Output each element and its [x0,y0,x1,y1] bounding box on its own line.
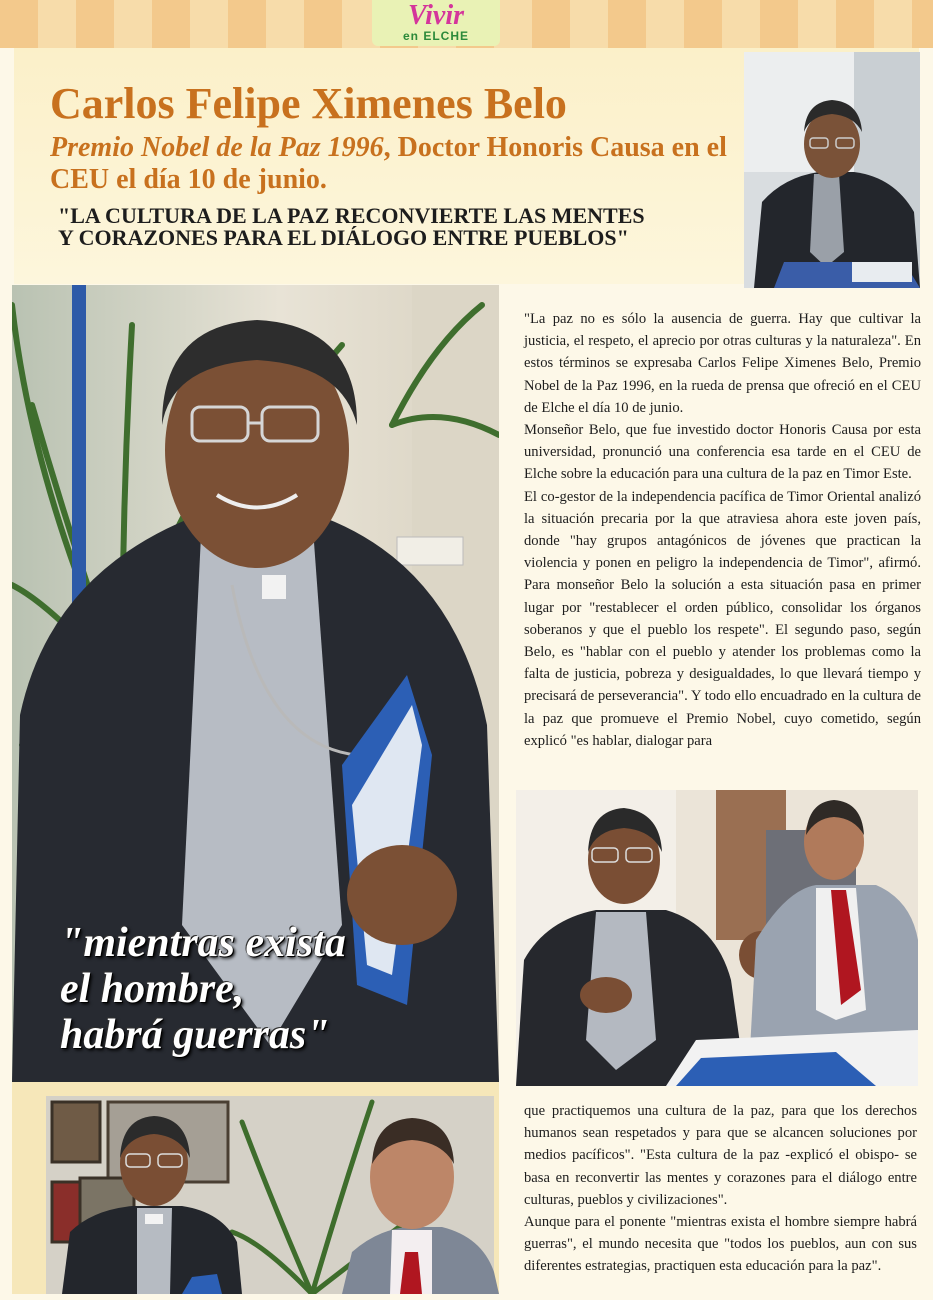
paragraph-4: que practiquemos una cultura de la paz, para que los derechos humanos sean respetados y para que se alcancen soluciones por medios pacíficos". "Esta cultura de la paz -explicó el obispo- se basa en reconvertir las mentes y corazones para el diálogo entre culturas, pueblos y civilizaciones". [524,1103,917,1208]
article-title: Carlos Felipe Ximenes Belo [50,79,567,128]
paragraph-5: Aunque para el ponente "mientras exista el hombre siempre habrá guerras", el mundo necesita que "todos los pueblos, aun con sus diferentes estrategias, practiquen esta educación para la paz". [524,1214,917,1275]
article-headline [58,205,748,249]
logo-sub-text: en ELCHE [402,29,469,43]
pull-quote-line-1: "mientras exista [60,920,346,966]
photo-portrait-top-right [744,52,920,288]
pull-quote [60,920,346,1058]
article-body-column-1 [524,308,921,752]
logo-main-text: Vivir [407,0,464,31]
subtitle-rest: , Doctor Honoris Causa en el CEU el día 10 de junio. [50,132,727,195]
article-subtitle [50,132,730,196]
headline-line-1: "LA CULTURA DE LA PAZ RECONVIERTE LAS MENTES [58,203,645,228]
pull-quote-line-2: el hombre, [60,966,245,1012]
paragraph-3: El co-gestor de la independencia pacífica de Timor Oriental analizó la situación precaria por la que atraviesa ahora este joven país, donde "hay grupos antagónicos de jóvenes que practican la violencia y ponen en peligro la independencia de Timor", afirmó. Para monseñor Belo la solución a esta situación pasa en primer lugar por "restablecer el orden público, consolidar los órganos soberanos y que el pueblo los respete". El segundo paso, según Belo, es "hablar con el pueblo y atender los problemas como la falta de justicia, pobreza y desigualdades, lo que llevará tiempo y precisará de perseverancia". Y todo ello encuadrado en la cultura de la paz que promueve el Premio Nobel, cuyo cometido, según explicó "es hablar, dialogar para [524,488,921,749]
article-body-column-2 [524,1100,917,1278]
magazine-logo [372,0,500,46]
headline-line-2: Y CORAZONES PARA EL DIÁLOGO ENTRE PUEBLOS" [58,225,629,250]
photo-interview-table [516,790,918,1086]
pull-quote-line-3: habrá guerras" [60,1012,330,1058]
photo-two-men [12,1082,499,1294]
paragraph-2: Monseñor Belo, que fue investido doctor Honoris Causa por esta universidad, pronunció una conferencia esa tarde en el CEU de Elche sobre la educación para una cultura de la paz en Timor Este. [524,422,921,483]
paragraph-1: "La paz no es sólo la ausencia de guerra. Hay que cultivar la justicia, el respeto, el aprecio por otras culturas y la naturaleza". En estos términos se expresaba Carlos Felipe Ximenes Belo, Premio Nobel de la Paz 1996, en la rueda de prensa que ofreció en el CEU de Elche el día 10 de junio. [524,311,921,416]
subtitle-prize: Premio Nobel de la Paz 1996 [50,132,384,163]
